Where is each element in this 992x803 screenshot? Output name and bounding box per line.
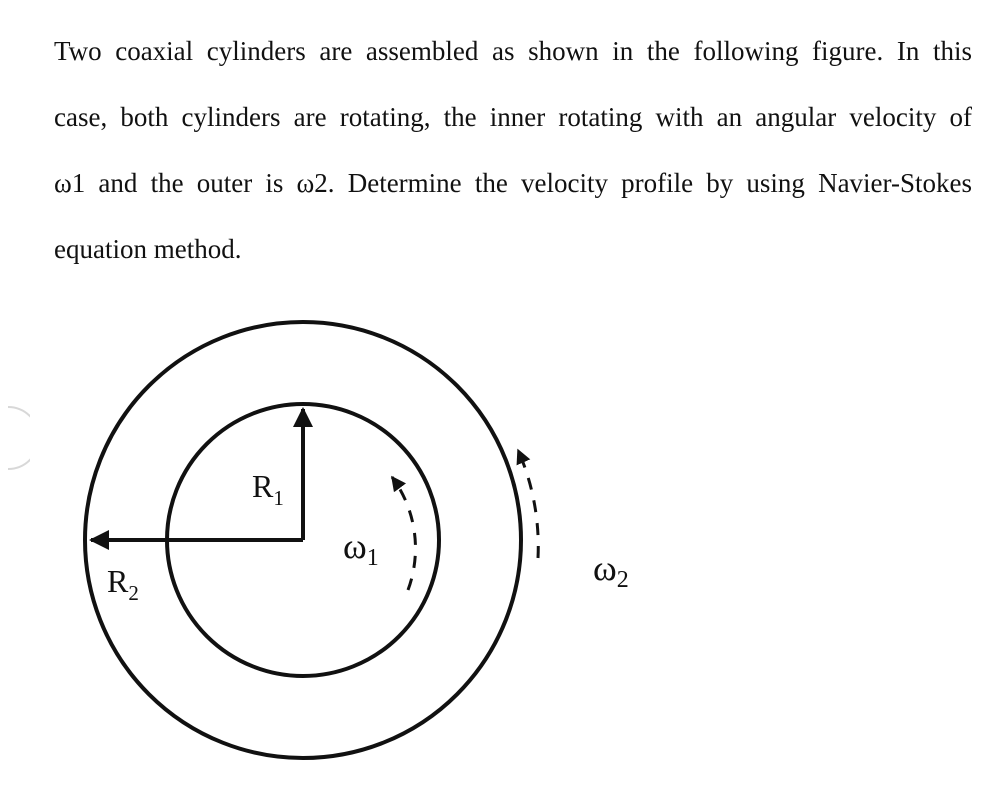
r1-label: $R_1$ [252, 468, 284, 510]
omega2-label: ω2 [593, 548, 629, 593]
coaxial-cylinders-figure [0, 290, 700, 803]
omega1-label: ω1 [343, 526, 379, 571]
r2-label: $R_2$ [107, 563, 139, 605]
omega1-rotation-arrow [392, 477, 415, 590]
problem-line-2: case, both cylinders are rotating, the inner rotating with an angular velocity of [54, 102, 972, 132]
problem-line-1: Two coaxial cylinders are assembled as shown in the following figure. In this [54, 36, 972, 66]
problem-statement [54, 18, 972, 282]
problem-line-3: ω1 and the outer is ω2. Determine the velocity profile by using Navier-Stokes [54, 168, 972, 198]
problem-line-4: equation method. [54, 234, 242, 264]
